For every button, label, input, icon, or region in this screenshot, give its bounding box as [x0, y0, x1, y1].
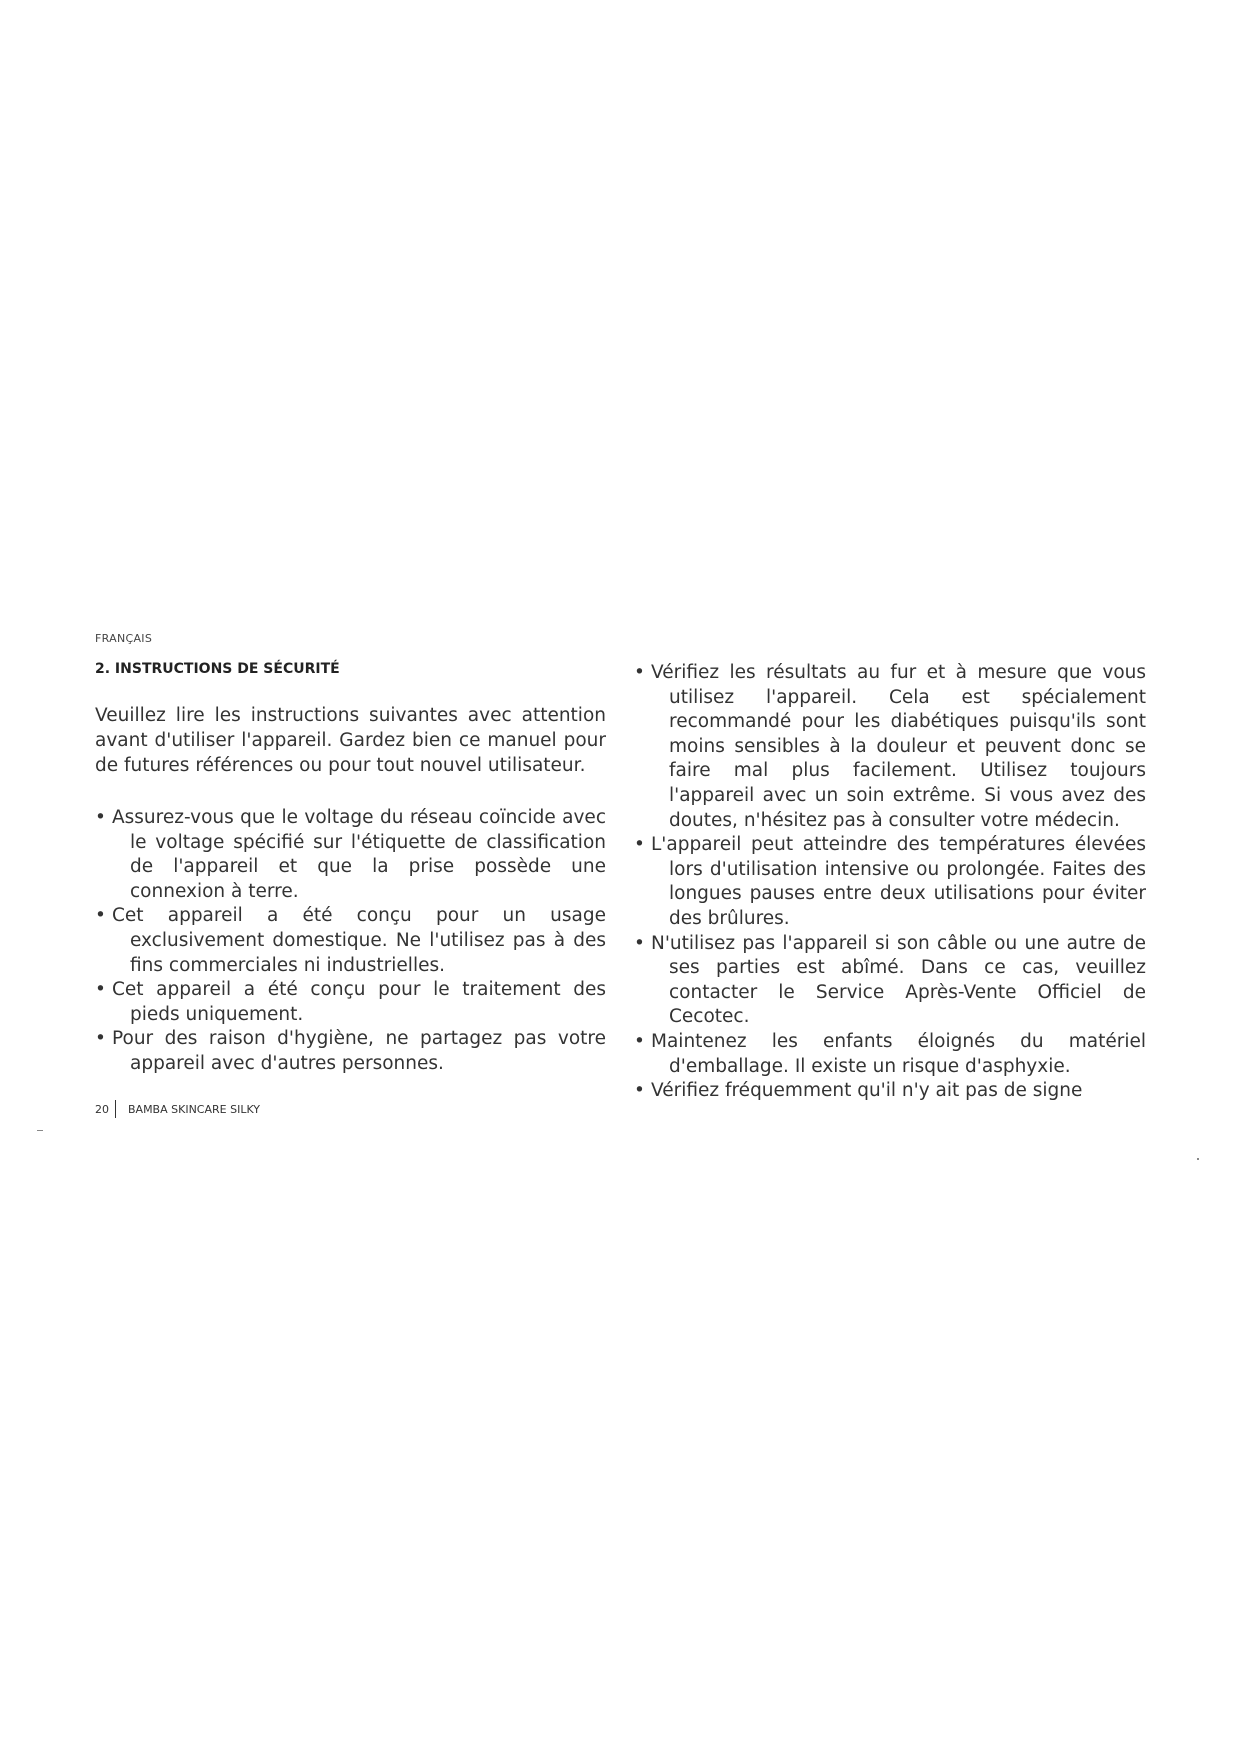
list-item: • Vérifiez fréquemment qu'il n'y ait pas de signe	[634, 1079, 1146, 1104]
list-item: • Assurez-vous que le voltage du réseau coïncide avec le voltage spécifié sur l'étiquette de classification de l'appareil et que la prise possède une connexion à terre.	[95, 806, 606, 904]
list-item: • L'appareil peut atteindre des températures élevées lors d'utilisation intensive ou prolongée. Faites des longues pauses entre deux utilisations pour éviter des brûlures.	[634, 833, 1146, 931]
crop-mark	[1197, 1158, 1199, 1160]
list-item: • Cet appareil a été conçu pour le traitement des pieds uniquement.	[95, 978, 606, 1027]
list-item: • Maintenez les enfants éloignés du matériel d'emballage. Il existe un risque d'asphyxie.	[634, 1030, 1146, 1079]
page-number: 20	[95, 1102, 109, 1116]
list-item: • Vérifiez les résultats au fur et à mesure que vous utilisez l'appareil. Cela est spécialement recommandé pour les diabétiques puisqu'ils sont moins sensibles à la douleur et peuvent donc se faire mal plus facilement. Utilisez toujours l'appareil avec un soin extrême. Si vous avez des doutes, n'hésitez pas à consulter votre médecin.	[634, 661, 1146, 833]
language-label: FRANÇAIS	[95, 632, 153, 645]
crop-mark	[37, 1130, 43, 1131]
list-item: • N'utilisez pas l'appareil si son câble ou une autre de ses parties est abîmé. Dans ce cas, veuillez contacter le Service Après-Vente Officiel de Cecotec.	[634, 932, 1146, 1030]
list-item: • Pour des raison d'hygiène, ne partagez pas votre appareil avec d'autres personnes.	[95, 1027, 606, 1076]
right-column	[634, 661, 1146, 1104]
left-column	[95, 703, 606, 1077]
list-item: • Cet appareil a été conçu pour un usage exclusivement domestique. Ne l'utilisez pas à des fins commerciales ni industrielles.	[95, 904, 606, 978]
footer-divider	[115, 1100, 116, 1118]
page-footer	[95, 1100, 260, 1118]
product-name: BAMBA SKINCARE SILKY	[128, 1102, 260, 1116]
right-bullet-list	[634, 661, 1146, 1104]
left-bullet-list	[95, 806, 606, 1077]
section-title: 2. INSTRUCTIONS DE SÉCURITÉ	[95, 661, 340, 677]
intro-paragraph: Veuillez lire les instructions suivantes avec attention avant d'utiliser l'appareil. Gardez bien ce manuel pour de futures références ou pour tout nouvel utilisateur.	[95, 705, 606, 776]
